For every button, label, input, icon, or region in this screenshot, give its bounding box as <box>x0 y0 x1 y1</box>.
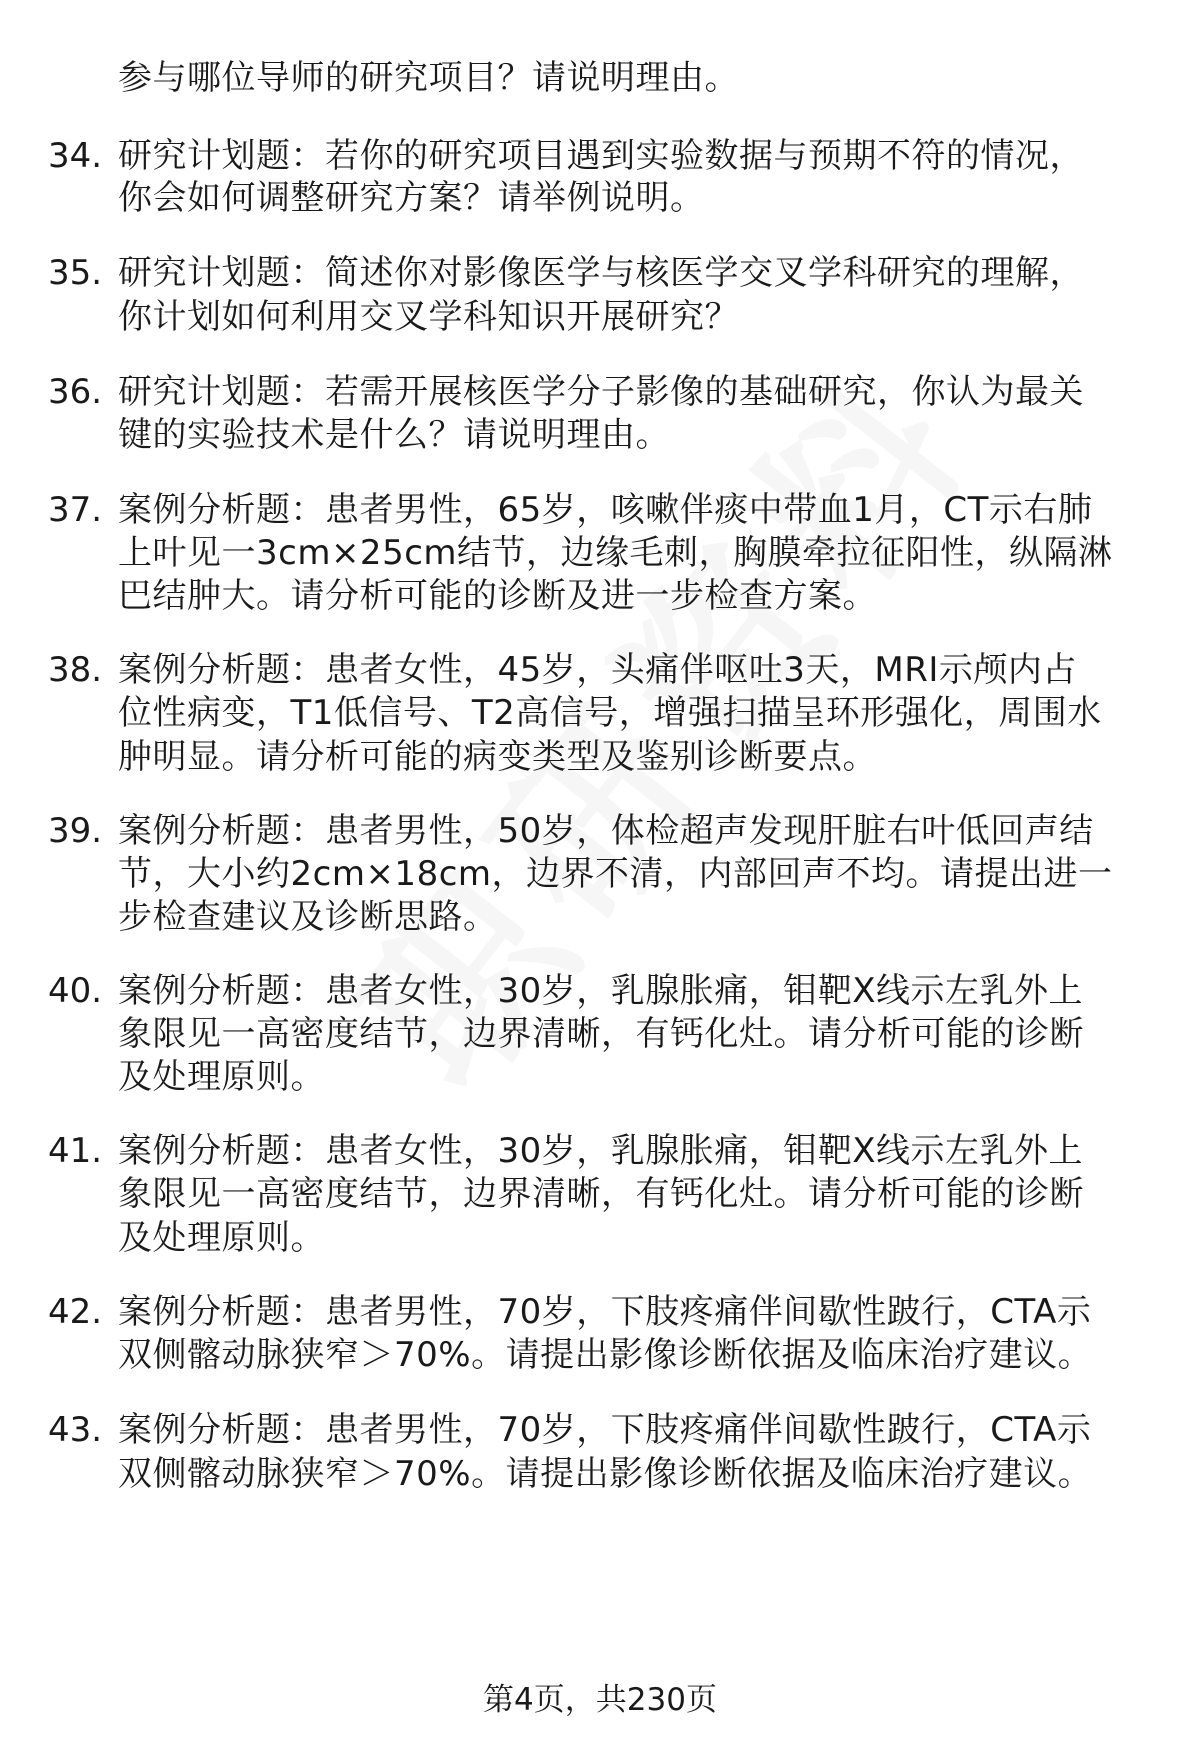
question-line: 案例分析题：患者女性，45岁，头痛伴呕吐3天，MRI示颅内占 <box>118 650 1077 690</box>
question-line: 及处理原则。 <box>118 1218 325 1258</box>
question-line: 你计划如何利用交叉学科知识开展研究？ <box>118 297 739 337</box>
question-number: 38. <box>48 650 103 690</box>
question-line: 你会如何调整研究方案？请举例说明。 <box>118 178 705 218</box>
question-line: 研究计划题：若你的研究项目遇到实验数据与预期不符的情况， <box>118 136 1084 176</box>
question-line: 案例分析题：患者男性，70岁，下肢疼痛伴间歇性跛行，CTA示 <box>118 1292 1092 1332</box>
question-number: 34. <box>48 136 103 176</box>
question-line: 案例分析题：患者女性，30岁，乳腺胀痛，钼靶X线示左乳外上 <box>118 1131 1084 1171</box>
question-number: 39. <box>48 811 103 851</box>
page-footer: 第4页，共230页 <box>483 1682 717 1718</box>
question-line: 研究计划题：若需开展核医学分子影像的基础研究，你认为最关 <box>118 372 1084 412</box>
question-line: 案例分析题：患者男性，65岁，咳嗽伴痰中带血1月，CT示右肺 <box>118 490 1093 530</box>
question-number: 36. <box>48 372 103 412</box>
question-number: 40. <box>48 971 103 1011</box>
question-line: 巴结肿大。请分析可能的诊断及进一步检查方案。 <box>118 576 877 616</box>
question-line: 肿明显。请分析可能的病变类型及鉴别诊断要点。 <box>118 737 877 777</box>
question-line: 及处理原则。 <box>118 1057 325 1097</box>
question-line: 案例分析题：患者男性，70岁，下肢疼痛伴间歇性跛行，CTA示 <box>118 1410 1092 1450</box>
intro-line: 参与哪位导师的研究项目？请说明理由。 <box>118 58 739 98</box>
question-number: 43. <box>48 1410 103 1450</box>
question-line: 象限见一高密度结节，边界清晰，有钙化灶。请分析可能的诊断 <box>118 1174 1084 1214</box>
question-number: 35. <box>48 253 103 293</box>
question-line: 案例分析题：患者男性，50岁，体检超声发现肝脏右叶低回声结 <box>118 811 1094 851</box>
question-line: 位性病变，T1低信号、T2高信号，增强扫描呈环形强化，周围水 <box>118 693 1102 733</box>
question-line: 象限见一高密度结节，边界清晰，有钙化灶。请分析可能的诊断 <box>118 1014 1084 1054</box>
question-line: 节，大小约2cm×18cm，边界不清，内部回声不均。请提出进一 <box>118 854 1113 894</box>
question-number: 42. <box>48 1292 103 1332</box>
question-line: 键的实验技术是什么？请说明理由。 <box>118 415 670 455</box>
question-number: 37. <box>48 490 103 530</box>
question-line: 双侧髂动脉狭窄＞70%。请提出影像诊断依据及临床治疗建议。 <box>118 1335 1093 1375</box>
question-number: 41. <box>48 1131 103 1171</box>
question-line: 上叶见一3cm×25cm结节，边缘毛刺，胸膜牵拉征阳性，纵隔淋 <box>118 533 1113 573</box>
question-line: 案例分析题：患者女性，30岁，乳腺胀痛，钼靶X线示左乳外上 <box>118 971 1084 1011</box>
question-line: 研究计划题：简述你对影像医学与核医学交叉学科研究的理解， <box>118 253 1084 293</box>
question-line: 双侧髂动脉狭窄＞70%。请提出影像诊断依据及临床治疗建议。 <box>118 1454 1093 1494</box>
question-line: 步检查建议及诊断思路。 <box>118 897 498 937</box>
